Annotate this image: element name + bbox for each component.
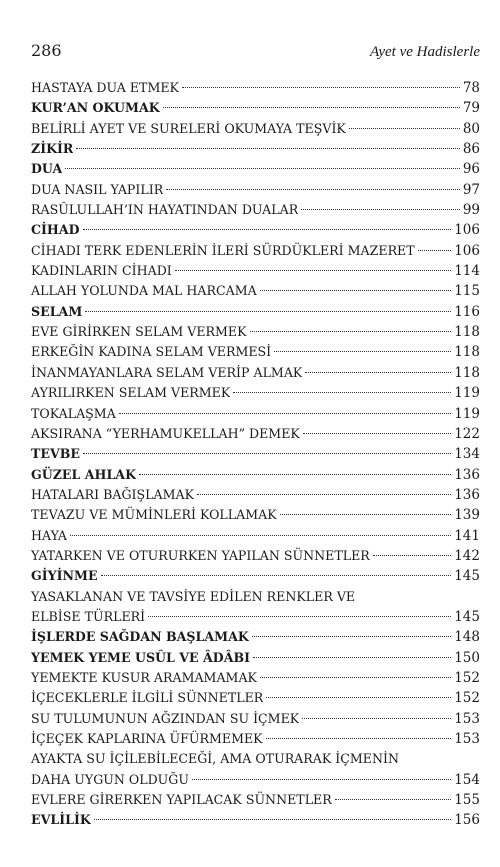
toc-entry[interactable] (31, 505, 480, 525)
toc-entry-page: 150 (454, 649, 480, 666)
toc-entry[interactable] (31, 526, 480, 546)
toc-entry-page: 118 (454, 364, 480, 381)
toc-entry-page: 118 (454, 344, 480, 361)
dot-leader (252, 636, 451, 637)
toc-entry[interactable] (31, 98, 480, 118)
dot-leader (303, 433, 451, 434)
dot-leader (301, 209, 460, 210)
dot-leader (280, 514, 452, 515)
toc-entry[interactable] (31, 200, 480, 220)
toc-entry-title: ELBİSE TÜRLERİ (31, 608, 146, 624)
toc-entry[interactable] (31, 648, 480, 668)
toc-entry-page: 141 (454, 527, 480, 544)
dot-leader (418, 250, 452, 251)
toc-entry-page: 118 (454, 324, 480, 341)
toc-entry-title: YATARKEN VE OTURURKEN YAPILAN SÜNNETLER (31, 547, 370, 563)
toc-entry[interactable] (31, 729, 480, 749)
toc-entry[interactable] (31, 261, 480, 281)
toc-entry-page: 154 (454, 771, 480, 788)
toc-entry[interactable] (31, 322, 480, 342)
toc-entry-page: 152 (454, 690, 480, 707)
toc-entry-title: TEVAZU VE MÜMİNLERİ KOLLAMAK (31, 507, 277, 523)
toc-entry-page: 122 (454, 425, 480, 442)
toc-entry-title: KADINLARIN CİHADI (31, 263, 172, 279)
toc-entry-title: GİYİNME (31, 568, 98, 584)
toc-entry[interactable] (31, 566, 480, 586)
toc-entry[interactable] (31, 241, 480, 261)
toc-entry[interactable] (31, 302, 480, 322)
dot-leader (335, 799, 451, 800)
dot-leader (65, 168, 460, 169)
dot-leader (253, 657, 451, 658)
dot-leader (101, 575, 452, 576)
dot-leader (175, 270, 451, 271)
running-title: Ayet ve Hadislerle (370, 44, 480, 60)
toc-entry-title: CİHADI TERK EDENLERİN İLERİ SÜRDÜKLERİ MAZERET (31, 242, 415, 258)
toc-entry-page: 145 (454, 608, 480, 625)
toc-entry[interactable] (31, 220, 480, 240)
toc-entry-title-line1: AYAKTA SU İÇİLEBİLECEĞİ, AMA OTURARAK İÇMENİN (31, 751, 399, 767)
toc-entry-continued-line (31, 749, 480, 769)
dot-leader (373, 555, 451, 556)
toc-entry[interactable] (31, 810, 480, 830)
dot-leader (233, 392, 451, 393)
toc-entry[interactable] (31, 709, 480, 729)
toc-entry-page: 78 (462, 80, 480, 96)
toc-entry[interactable] (31, 546, 480, 566)
toc-entry-page: 119 (454, 385, 480, 402)
toc-entry-page: 106 (454, 242, 480, 259)
toc-entry-page: 136 (454, 486, 480, 503)
dot-leader (83, 453, 451, 454)
dot-leader (83, 229, 452, 230)
toc-entry-page: 139 (454, 507, 480, 524)
toc-entry-page: 155 (454, 792, 480, 809)
dot-leader (139, 474, 451, 475)
toc-entry[interactable] (31, 281, 480, 301)
toc-entry-page: 86 (462, 141, 480, 158)
dot-leader (250, 331, 452, 332)
toc-entry-title: HASTAYA DUA ETMEK (31, 80, 179, 95)
toc-entry-title: ERKEĞİN KADINA SELAM VERMESİ (31, 344, 272, 360)
toc-entry-title: DUA NASIL YAPILIR (31, 181, 164, 197)
toc-entry[interactable] (31, 770, 480, 790)
toc-entry-page: 136 (454, 466, 480, 483)
toc-entry-title: AYRILIRKEN SELAM VERMEK (31, 385, 231, 401)
toc-entry[interactable] (31, 139, 480, 159)
toc-entry[interactable] (31, 363, 480, 383)
toc-entry-title: EVLİLİK (31, 812, 91, 828)
toc-entry-title: YEMEKTE KUSUR ARAMAMAMAK (31, 669, 257, 685)
page-header (31, 41, 480, 65)
toc-entry-title: SELAM (31, 303, 83, 319)
toc-entry[interactable] (31, 404, 480, 424)
toc-entry-title: AKSIRANA “YERHAMUKELLAH” DEMEK (31, 425, 300, 441)
toc-entry-page: 99 (462, 202, 480, 219)
toc-entry-title: DAHA UYGUN OLDUĞU (31, 771, 189, 787)
toc-entry-page: 148 (454, 629, 480, 646)
toc-entry-page: 116 (454, 303, 480, 320)
toc-entry-title: KUR’AN OKUMAK (31, 100, 160, 116)
toc-entry-page: 153 (454, 710, 480, 727)
toc-entry[interactable] (31, 119, 480, 139)
toc-entry[interactable] (31, 342, 480, 362)
dot-leader (182, 87, 460, 88)
toc-entry-title: DUA (31, 161, 63, 177)
dot-leader (266, 697, 451, 698)
dot-leader (76, 148, 459, 149)
dot-leader (94, 819, 451, 820)
toc-entry[interactable] (31, 444, 480, 464)
toc-entry[interactable] (31, 607, 480, 627)
toc-entry-title: İNANMAYANLARA SELAM VERİP ALMAK (31, 364, 303, 380)
toc-entry-continued-line (31, 587, 480, 607)
toc-entry-page: 114 (454, 263, 480, 280)
toc-entry-title: SU TULUMUNUN AĞZINDAN SU İÇMEK (31, 710, 300, 726)
toc-entry[interactable] (31, 790, 480, 810)
toc-entry[interactable] (31, 159, 480, 179)
toc-entry[interactable] (31, 465, 480, 485)
toc-entry-title-line1: YASAKLANAN VE TAVSİYE EDİLEN RENKLER VE (31, 588, 356, 604)
dot-leader (305, 372, 451, 373)
toc-entry[interactable] (31, 627, 480, 647)
toc-entry-title: YEMEK YEME USÛL VE ÂDÂBI (31, 649, 251, 665)
toc-entry-title: HAYA (31, 527, 67, 543)
page-number: 286 (31, 41, 62, 60)
toc-entry-page: 145 (454, 568, 480, 585)
toc-entry[interactable] (31, 383, 480, 403)
dot-leader (349, 128, 460, 129)
toc-entry-page: 96 (462, 161, 480, 178)
toc-entry-title: GÜZEL AHLAK (31, 466, 137, 482)
toc-entry-title: EVE GİRİRKEN SELAM VERMEK (31, 324, 247, 340)
toc-entry[interactable] (31, 180, 480, 200)
toc-entry-page: 153 (454, 731, 480, 747)
toc-entry-title: İÇECEKLERLE İLGİLİ SÜNNETLER (31, 690, 264, 706)
toc-entry-title: TEVBE (31, 446, 80, 462)
toc-entry-title: HATALARI BAĞIŞLAMAK (31, 486, 194, 502)
toc-entry-page: 142 (454, 547, 480, 564)
toc-entry-page: 152 (454, 669, 480, 686)
dot-leader (192, 779, 451, 780)
dot-leader (70, 535, 451, 536)
toc-entry-title: TOKALAŞMA (31, 405, 116, 421)
toc-entry-title: BELİRLİ AYET VE SURELERİ OKUMAYA TEŞVİK (31, 120, 346, 136)
toc-entry-page: 134 (454, 446, 480, 463)
toc-entry-title: ALLAH YOLUNDA MAL HARCAMA (31, 283, 257, 299)
toc-entry[interactable] (31, 424, 480, 444)
dot-leader (260, 290, 452, 291)
toc-entry-title: RASÛLULLAH’IN HAYATINDAN DUALAR (31, 202, 299, 218)
toc-entry-title: EVLERE GİRERKEN YAPILACAK SÜNNETLER (31, 792, 332, 808)
toc-entry-page: 97 (462, 181, 480, 198)
dot-leader (274, 351, 451, 352)
dot-leader (260, 677, 451, 678)
dot-leader (197, 494, 451, 495)
toc-entry-page: 106 (454, 222, 480, 239)
toc-entry[interactable] (31, 668, 480, 688)
toc-entry[interactable] (31, 78, 480, 98)
dot-leader (148, 616, 451, 617)
toc-entry-page: 115 (454, 283, 480, 300)
dot-leader (266, 738, 452, 739)
toc-entry-page: 80 (462, 120, 480, 137)
toc-entry[interactable] (31, 485, 480, 505)
toc-entry-title: CİHAD (31, 222, 80, 238)
toc-entry-page: 156 (454, 812, 480, 829)
dot-leader (166, 189, 460, 190)
dot-leader (119, 413, 451, 414)
dot-leader (163, 107, 460, 108)
dot-leader (302, 718, 451, 719)
table-of-contents (31, 78, 480, 831)
toc-entry-page: 119 (454, 405, 480, 422)
toc-entry-title: ZİKİR (31, 141, 74, 157)
toc-entry-title: İŞLERDE SAĞDAN BAŞLAMAK (31, 629, 249, 645)
dot-leader (85, 311, 451, 312)
toc-entry-title: İÇEÇEK KAPLARINA ÜFÜRMEMEK (31, 731, 263, 746)
toc-entry-page: 79 (462, 100, 480, 117)
toc-entry[interactable] (31, 688, 480, 708)
